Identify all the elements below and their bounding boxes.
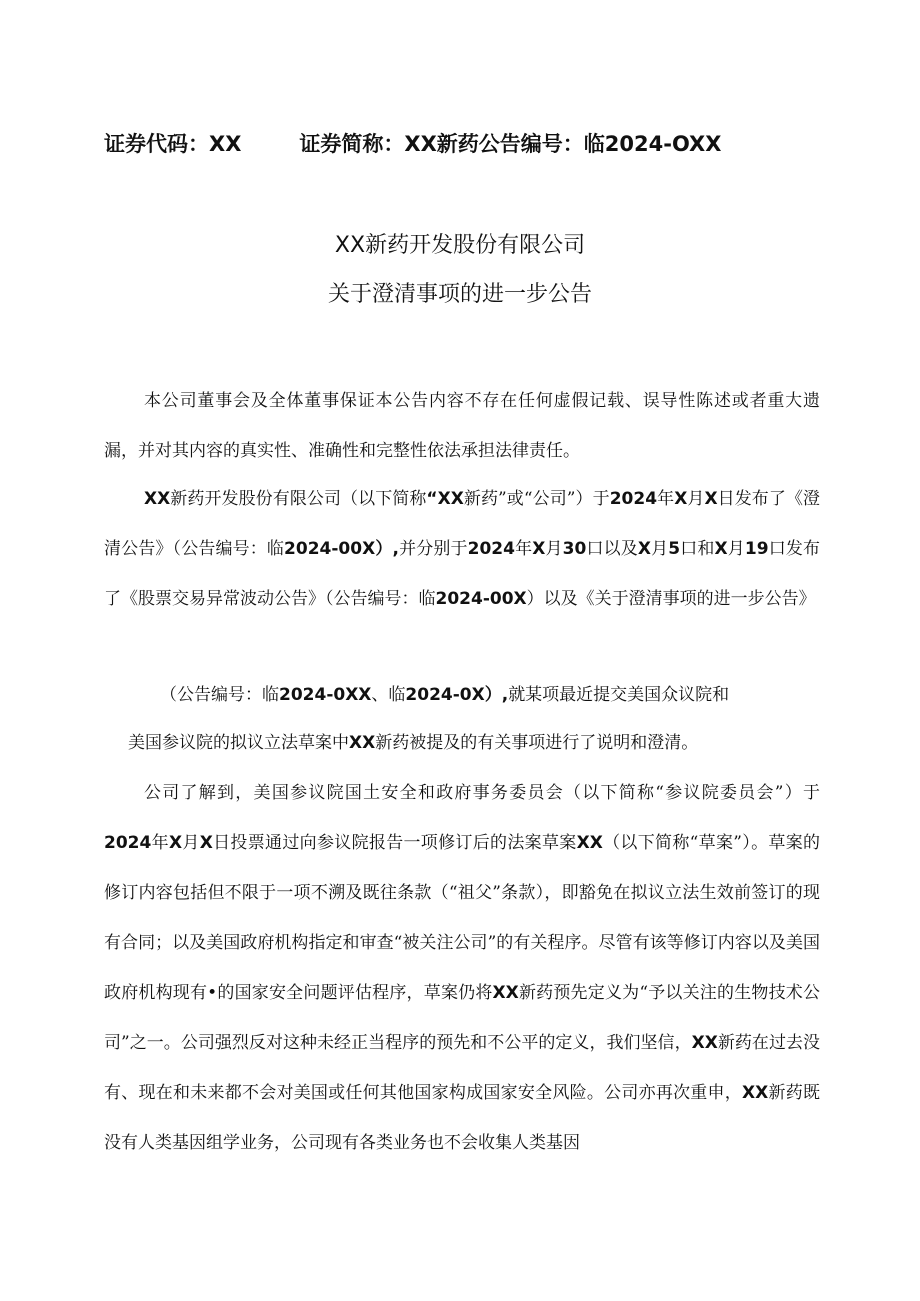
disclaimer-paragraph: 本公司董事会及全体董事保证本公告内容不存在任何虚假记载、误导性陈述或者重大遗漏，并对其内容的真实性、准确性和完整性依法承担法律责任。 — [104, 391, 820, 461]
security-code-label: 证券代码： — [104, 132, 209, 156]
clarification-line: 美国参议院的拟议立法草案中XX新药被提及的有关事项进行了说明和澄清。 — [128, 733, 699, 753]
senate-committee-paragraph: 公司了解到，美国参议院国土安全和政府事务委员会（以下简称“参议院委员会”）于2024年X月X日投票通过向参议院报告一项修订后的法案草案XX（以下简称“草案”）。草案的修订内容包括但不限于一项不溯及既往条款（“祖父”条款），即豁免在拟议立法生效前签订的现有合同；以及美国政府机构指定和审查“被关注公司”的有关程序。尽管有该等修订内容以及美国政府机构现有•的国家安全问题评估程序，草案仍将XX新药预先定义为“予以关注的生物技术公司”之一。公司强烈反对这种未经正当程序的预先和不公平的定义，我们坚信，XX新药在过去没有、现在和未来都不会对美国或任何其他国家构成国家安全风险。公司亦再次重申，XX新药既没有人类基因组学业务，公司现有各类业务也不会收集人类基因 — [104, 783, 821, 1153]
notice-number-value: 临2024-OXX — [583, 132, 722, 156]
announcement-header — [104, 128, 721, 158]
security-code-value: XX — [209, 132, 242, 156]
company-title: XX新药开发股份有限公司 — [334, 233, 586, 258]
security-short-name-value: XX新药 — [404, 132, 479, 156]
security-short-name-label: 证券简称： — [299, 132, 405, 156]
notice-number-label: 公告编号： — [478, 132, 584, 156]
background-paragraph: XX新药开发股份有限公司（以下简称“XX新药”或“公司”）于2024年X月X日发布了《澄清公告》（公告编号：临2024-00X）,并分别于2024年X月30口以及X月5口和X月19口发布了《股票交易异常波动公告》（公告编号：临2024-00X）以及《关于澄清事项的进一步公告》 — [104, 489, 821, 609]
announcement-subject: 关于澄清事项的进一步公告 — [327, 282, 592, 307]
notice-reference-line: （公告编号：临2024-0XX、临2024-0X）,就某项最近提交美国众议院和 — [160, 685, 730, 705]
